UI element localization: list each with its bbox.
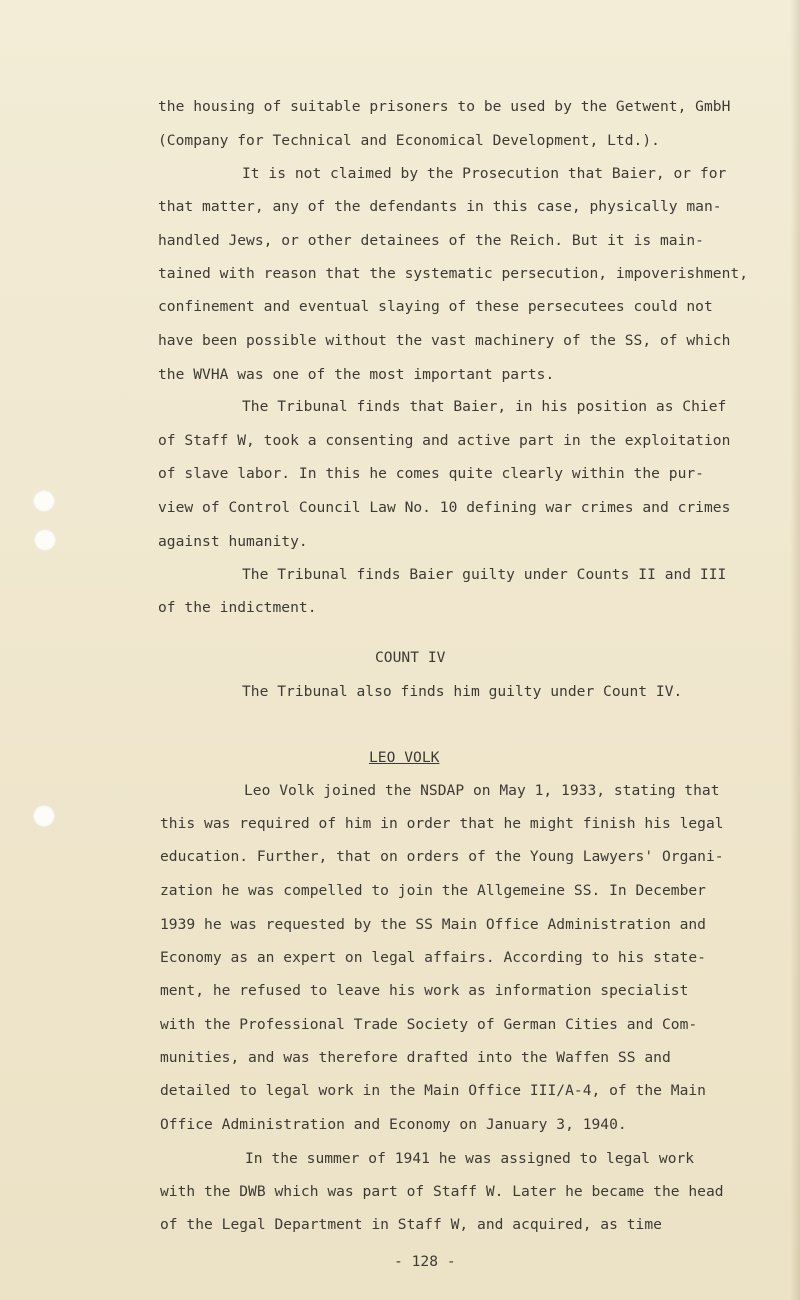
text-line: against humanity. [158, 533, 308, 550]
text-line: this was required of him in order that he might finish his legal [160, 815, 724, 832]
text-line: munities, and was therefore drafted into the Waffen SS and [160, 1049, 671, 1066]
text-line: zation he was compelled to join the Allgemeine SS. In December [160, 882, 706, 899]
punch-hole-middle [34, 529, 56, 551]
text-line: (Company for Technical and Economical Development, Ltd.). [158, 132, 660, 149]
page-edge-shadow [790, 0, 800, 1300]
text-line: The Tribunal also finds him guilty under Count IV. [242, 683, 683, 700]
text-line: 1939 he was requested by the SS Main Office Administration and [160, 916, 706, 933]
text-line: have been possible without the vast machinery of the SS, of which [158, 332, 731, 349]
text-line: of the indictment. [158, 599, 317, 616]
text-line: In the summer of 1941 he was assigned to legal work [245, 1150, 695, 1167]
text-line: with the Professional Trade Society of German Cities and Com- [160, 1016, 698, 1033]
text-line: confinement and eventual slaying of these persecutees could not [158, 298, 713, 315]
text-line: handled Jews, or other detainees of the Reich. But it is main- [158, 232, 704, 249]
text-line: detailed to legal work in the Main Office III/A-4, of the Main [160, 1082, 706, 1099]
text-line: It is not claimed by the Prosecution that Baier, or for [242, 165, 727, 182]
section-heading-leo-volk: LEO VOLK [369, 749, 440, 766]
text-line: of the Legal Department in Staff W, and acquired, as time [160, 1216, 662, 1233]
text-line: ment, he refused to leave his work as information specialist [160, 982, 689, 999]
section-heading-count-iv: COUNT IV [375, 649, 446, 666]
page-number: - 128 - [394, 1253, 456, 1270]
text-line: Leo Volk joined the NSDAP on May 1, 1933, stating that [244, 782, 720, 799]
punch-hole-top [33, 490, 55, 512]
punch-hole-bottom [33, 805, 55, 827]
text-line: Economy as an expert on legal affairs. According to his state- [160, 949, 706, 966]
text-line: of slave labor. In this he comes quite clearly within the pur- [158, 465, 704, 482]
text-line: the housing of suitable prisoners to be used by the Getwent, GmbH [158, 98, 731, 115]
text-line: education. Further, that on orders of the Young Lawyers' Organi- [160, 848, 724, 865]
text-line: view of Control Council Law No. 10 defining war crimes and crimes [158, 499, 731, 516]
text-line: The Tribunal finds that Baier, in his position as Chief [242, 398, 727, 415]
text-line: Office Administration and Economy on January 3, 1940. [160, 1116, 627, 1133]
text-line: the WVHA was one of the most important parts. [158, 366, 555, 383]
text-line: tained with reason that the systematic persecution, impoverishment, [158, 265, 749, 282]
text-line: that matter, any of the defendants in this case, physically man- [158, 198, 722, 215]
text-line: of Staff W, took a consenting and active part in the exploitation [158, 432, 731, 449]
text-line: with the DWB which was part of Staff W. Later he became the head [160, 1183, 724, 1200]
text-line: The Tribunal finds Baier guilty under Counts II and III [242, 566, 727, 583]
